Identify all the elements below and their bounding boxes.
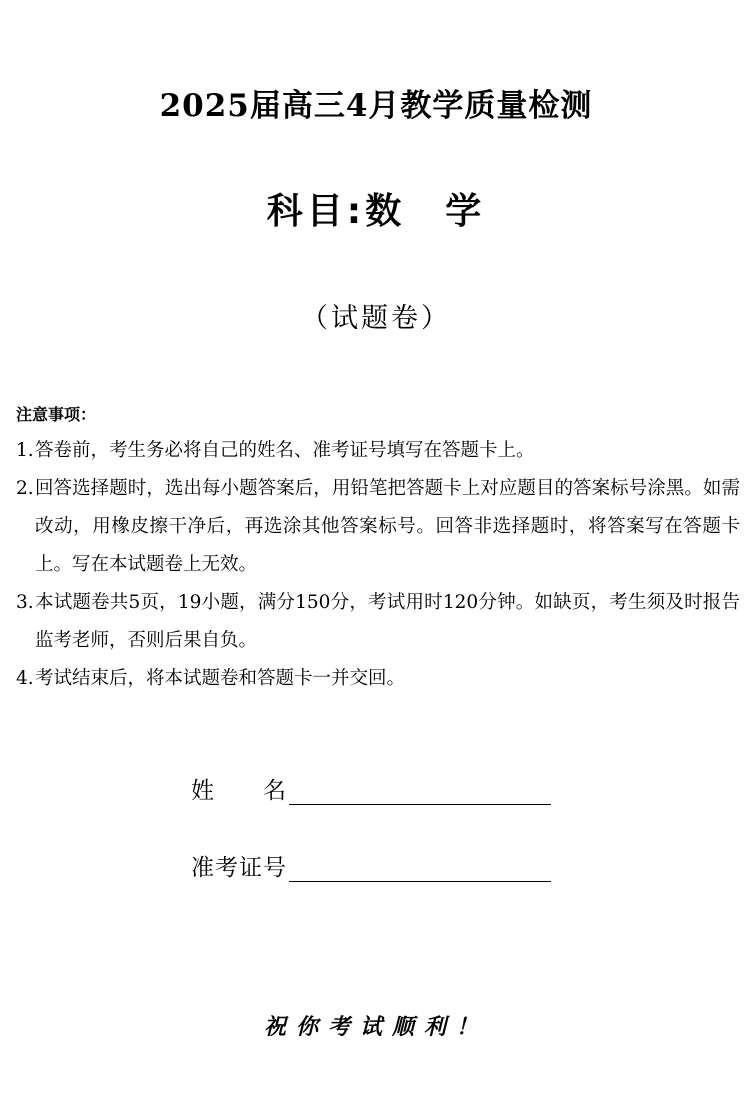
subject-heading: 科目:数 学 bbox=[266, 191, 486, 232]
name-field-row bbox=[191, 772, 551, 805]
name-label: 姓 名 bbox=[191, 778, 287, 804]
note-item-3 bbox=[16, 584, 740, 660]
note-number: 2. bbox=[16, 478, 34, 499]
note-number: 1. bbox=[16, 440, 34, 461]
notes-list bbox=[16, 432, 740, 698]
paper-type-label: （试题卷） bbox=[301, 303, 451, 334]
name-blank-line[interactable] bbox=[289, 778, 551, 805]
note-number: 4. bbox=[16, 668, 34, 689]
exam-id-label: 准考证号 bbox=[191, 855, 287, 881]
note-number: 3. bbox=[16, 592, 34, 613]
note-text: 答卷前，考生务必将自己的姓名、准考证号填写在答题卡上。 bbox=[35, 440, 535, 461]
note-item-1 bbox=[16, 432, 740, 470]
note-text: 本试题卷共5页，19小题，满分150分，考试用时120分钟。如缺页，考生须及时报告监考老师，否则后果自负。 bbox=[35, 592, 740, 651]
note-text: 考试结束后，将本试题卷和答题卡一并交回。 bbox=[35, 668, 406, 689]
note-text: 回答选择题时，选出每小题答案后，用铅笔把答题卡上对应题目的答案标号涂黑。如需改动，用橡皮擦干净后，再选涂其他答案标号。回答非选择题时，将答案写在答题卡上。写在本试题卷上无效。 bbox=[35, 478, 740, 575]
exam-id-blank-line[interactable] bbox=[289, 855, 551, 882]
exam-title: 2025届高三4月教学质量检测 bbox=[159, 88, 593, 124]
note-item-2 bbox=[16, 470, 740, 584]
note-item-4 bbox=[16, 660, 740, 698]
notes-heading: 注意事项： bbox=[16, 405, 97, 424]
good-luck-message: 祝你考试顺利！ bbox=[263, 1014, 488, 1040]
exam-id-field-row bbox=[191, 849, 551, 882]
